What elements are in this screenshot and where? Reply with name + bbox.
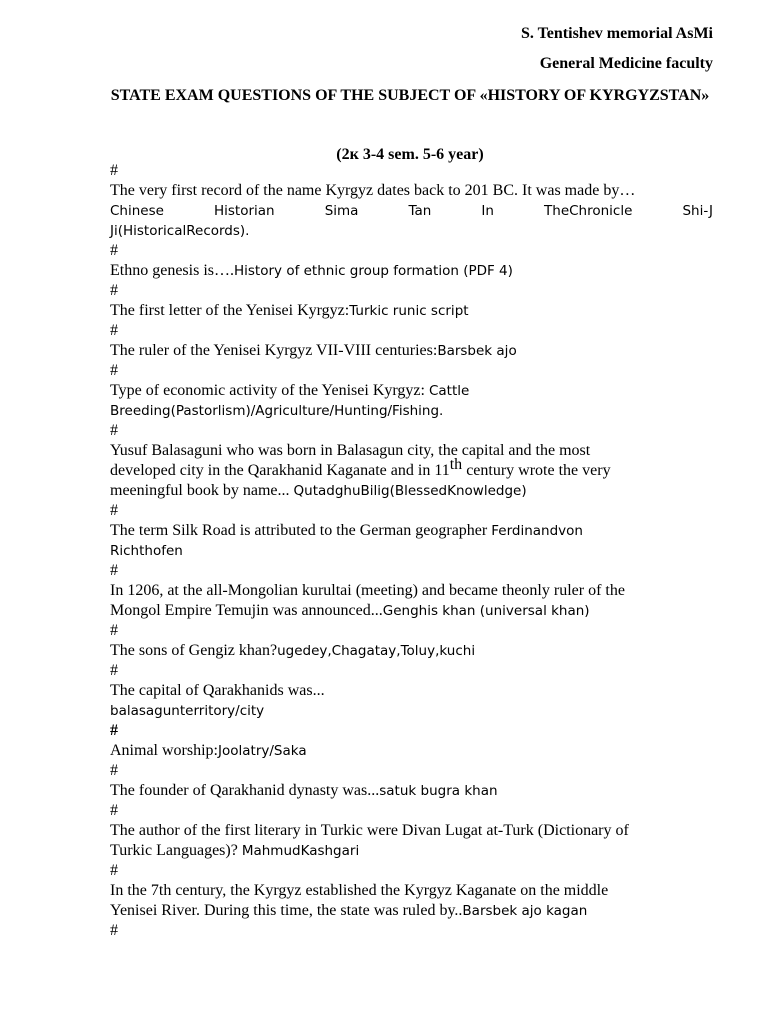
- answer-10: [110, 701, 713, 721]
- question-text: The founder of Qarakhanid dynasty was...: [110, 782, 380, 799]
- question-8-line-2: [110, 601, 713, 621]
- superscript: th: [449, 456, 463, 473]
- separator: #: [110, 722, 118, 739]
- answer-5-continued: [110, 401, 713, 421]
- answer-text: Barsbek ajo: [437, 343, 517, 359]
- question-text: The capital of Qarakhanids was...: [110, 682, 325, 699]
- question-14-line-2: [110, 901, 713, 921]
- question-text: The very first record of the name Kyrgyz dates back to 201 BC. It was made by…: [110, 182, 636, 199]
- question-13-line-2: [110, 841, 713, 861]
- answer-text: Ji(HistoricalRecords).: [110, 223, 250, 239]
- question-text: Animal worship:: [110, 742, 218, 759]
- question-text: century wrote the very: [462, 462, 611, 479]
- question-7: [110, 521, 713, 541]
- separator: #: [110, 282, 118, 299]
- answer-text: Joolatry/Saka: [218, 743, 307, 759]
- question-text: meeningful book by name...: [110, 482, 294, 499]
- question-text: Mongol Empire Temujin was announced...: [110, 602, 383, 619]
- answer-text: satuk bugra khan: [379, 783, 498, 799]
- answer-text: Barsbek ajo kagan: [462, 903, 588, 919]
- question-6-line-1: [110, 441, 713, 461]
- answer-word: Tan: [408, 203, 432, 219]
- answer-word: Sima: [324, 203, 359, 219]
- separator: #: [110, 862, 118, 879]
- question-text: Ethno genesis is….: [110, 262, 234, 279]
- question-12: [110, 781, 713, 801]
- answer-word: Shi-J: [682, 203, 713, 219]
- separator: #: [110, 162, 118, 179]
- question-5: [110, 381, 713, 401]
- separator: #: [110, 802, 118, 819]
- question-text: developed city in the Qarakhanid Kaganate and in 11: [110, 462, 450, 479]
- question-text: The term Silk Road is attributed to the German geographer: [110, 522, 492, 539]
- answer-1-line: [110, 201, 713, 221]
- separator: #: [110, 662, 118, 679]
- answer-text: Turkic runic script: [349, 303, 469, 319]
- separator: #: [110, 242, 118, 259]
- separator: #: [110, 422, 118, 439]
- answer-text: ugedey,Chagatay,Toluy,kuchi: [277, 643, 476, 659]
- question-text: The ruler of the Yenisei Kyrgyz VII-VIII centuries:: [110, 342, 438, 359]
- answer-text: QutadghuBilig(BlessedKnowledge): [293, 483, 527, 499]
- separator: #: [110, 362, 118, 379]
- separator: #: [110, 622, 118, 639]
- faculty-name: General Medicine faculty: [539, 55, 713, 72]
- question-8-line-1: [110, 581, 713, 601]
- question-10: [110, 681, 713, 701]
- answer-word: Historian: [214, 203, 275, 219]
- question-text: Yenisei River. During this time, the state was ruled by..: [110, 902, 463, 919]
- question-13-line-1: [110, 821, 713, 841]
- answer-text: Genghis khan (universal khan): [382, 603, 590, 619]
- question-9: [110, 641, 713, 661]
- answer-text: Richthofen: [110, 543, 183, 559]
- answer-word: Chinese: [110, 203, 164, 219]
- question-text: In the 7th century, the Kyrgyz established the Kyrgyz Kaganate on the middle: [110, 882, 609, 899]
- question-6-line-2: [110, 456, 713, 481]
- question-text: Type of economic activity of the Yenisei Kyrgyz:: [110, 382, 429, 399]
- separator: #: [110, 562, 118, 579]
- answer-text: Cattle: [428, 383, 470, 399]
- answer-text: History of ethnic group formation (PDF 4): [234, 263, 513, 279]
- questions-list: [110, 161, 713, 941]
- question-text: The author of the first literary in Turkic were Divan Lugat at-Turk (Dictionary of: [110, 822, 629, 839]
- answer-text: MahmudKashgari: [241, 843, 360, 859]
- question-text: Yusuf Balasaguni who was born in Balasagun city, the capital and the most: [110, 442, 591, 459]
- question-1: [110, 181, 713, 201]
- question-6-line-3: [110, 481, 713, 501]
- institution-name: S. Tentishev memorial AsMi: [520, 25, 713, 42]
- question-text: The first letter of the Yenisei Kyrgyz:: [110, 302, 350, 319]
- question-2: [110, 261, 713, 281]
- question-14-line-1: [110, 881, 713, 901]
- answer-text: Breeding(Pastorlism)/Agriculture/Hunting/Fishing.: [110, 403, 444, 419]
- document-subtitle: (2к 3-4 sem. 5-6 year): [336, 146, 484, 163]
- question-text: In 1206, at the all-Mongolian kurultai (meeting) and became theonly ruler of the: [110, 582, 625, 599]
- separator: #: [110, 502, 118, 519]
- question-text: Turkic Languages)?: [110, 842, 242, 859]
- separator: #: [110, 922, 118, 939]
- answer-word: In: [481, 203, 494, 219]
- answer-word: TheChronicle: [544, 203, 633, 219]
- question-text: The sons of Gengiz khan?: [110, 642, 278, 659]
- separator: #: [110, 322, 118, 339]
- answer-text: balasagunterritory/city: [110, 703, 265, 719]
- separator: #: [110, 762, 118, 779]
- question-3: [110, 301, 713, 321]
- answer-7-continued: [110, 541, 713, 561]
- document-title: STATE EXAM QUESTIONS OF THE SUBJECT OF «HISTORY OF KYRGYZSTAN»: [110, 87, 710, 104]
- answer-text: Ferdinandvon: [491, 523, 583, 539]
- answer-1-tail: [110, 221, 713, 241]
- question-11: [110, 741, 713, 761]
- question-4: [110, 341, 713, 361]
